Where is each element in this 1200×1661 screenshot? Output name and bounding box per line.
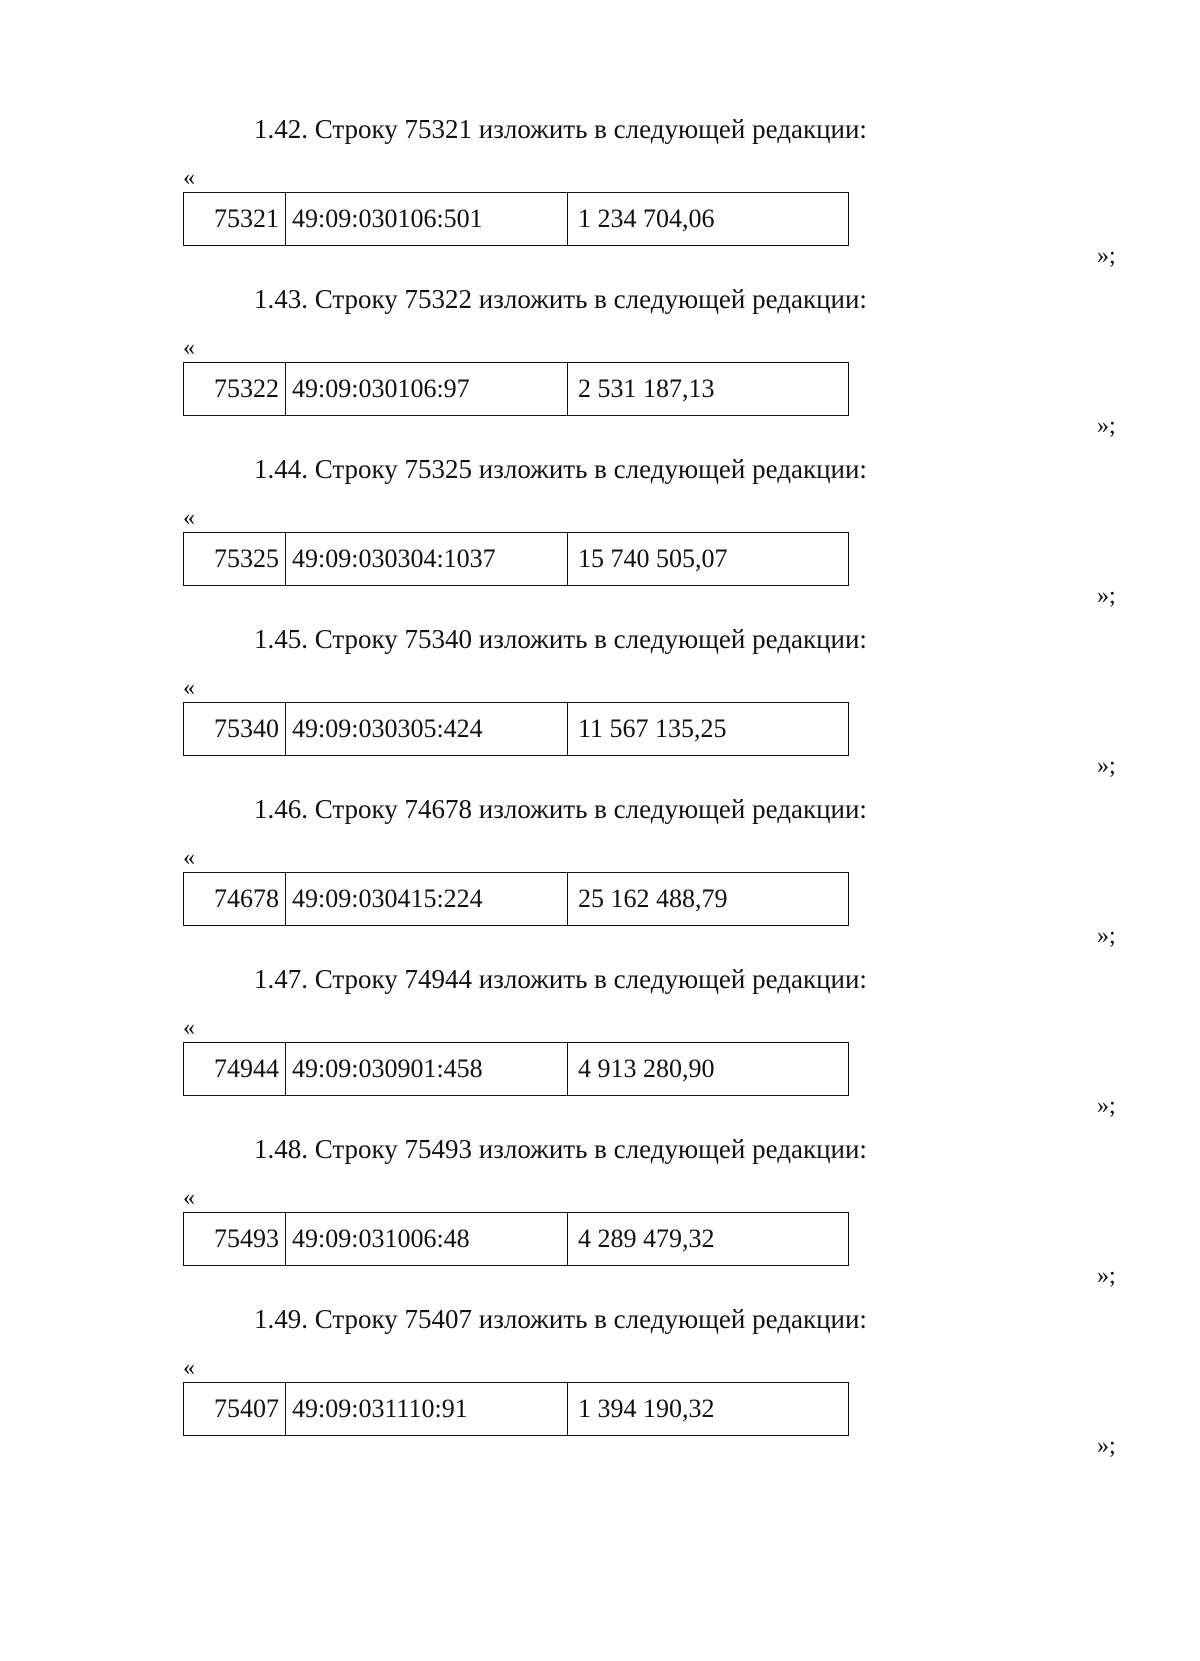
cadastral-value-cell: 15 740 505,07 [578,544,728,573]
row-number-cell: 75321 [184,193,286,245]
cadastral-number-cell: 49:09:030901:458 [286,1043,568,1095]
cadastral-number-cell: 49:09:030106:97 [286,363,568,415]
cadastral-number-cell: 49:09:030305:424 [286,703,568,755]
amendment-row-table [183,1382,849,1436]
closing-quote: »; [1097,413,1116,439]
amendment-row-table [183,1042,849,1096]
amendment-section [0,452,1200,622]
amendment-section [0,112,1200,282]
amendment-section [0,962,1200,1132]
amendment-heading: 1.46. Строку 74678 изложить в следующей редакции: [254,794,867,824]
closing-quote: »; [1097,1263,1116,1289]
cadastral-value-cell: 11 567 135,25 [578,714,727,743]
row-number-cell: 74678 [184,873,286,925]
cadastral-value-cell: 1 234 704,06 [578,204,715,233]
cadastral-number-cell: 49:09:031110:91 [286,1383,568,1435]
row-number-cell: 74944 [184,1043,286,1095]
amendment-section [0,1302,1200,1472]
cadastral-number-cell: 49:09:030304:1037 [286,533,568,585]
cadastral-value-cell: 1 394 190,32 [578,1394,715,1423]
amendment-heading: 1.42. Строку 75321 изложить в следующей редакции: [254,114,867,144]
opening-quote: « [183,1015,195,1041]
opening-quote: « [183,1185,195,1211]
amendment-section [0,1132,1200,1302]
cadastral-number-cell: 49:09:031006:48 [286,1213,568,1265]
opening-quote: « [183,1355,195,1381]
amendment-row-table [183,532,849,586]
closing-quote: »; [1097,1433,1116,1459]
amendment-section [0,792,1200,962]
amendment-heading: 1.49. Строку 75407 изложить в следующей редакции: [254,1304,867,1334]
opening-quote: « [183,845,195,871]
amendment-section [0,282,1200,452]
opening-quote: « [183,675,195,701]
amendment-row-table [183,702,849,756]
row-number-cell: 75493 [184,1213,286,1265]
amendment-heading: 1.47. Строку 74944 изложить в следующей редакции: [254,964,867,994]
amendment-row-table [183,192,849,246]
row-number-cell: 75340 [184,703,286,755]
opening-quote: « [183,165,195,191]
closing-quote: »; [1097,583,1116,609]
row-number-cell: 75325 [184,533,286,585]
cadastral-value-cell: 25 162 488,79 [578,884,728,913]
cadastral-number-cell: 49:09:030415:224 [286,873,568,925]
opening-quote: « [183,335,195,361]
amendment-section [0,622,1200,792]
amendment-heading: 1.44. Строку 75325 изложить в следующей редакции: [254,454,867,484]
closing-quote: »; [1097,753,1116,779]
cadastral-value-cell: 2 531 187,13 [578,374,715,403]
closing-quote: »; [1097,1093,1116,1119]
closing-quote: »; [1097,243,1116,269]
amendment-row-table [183,872,849,926]
closing-quote: »; [1097,923,1116,949]
cadastral-number-cell: 49:09:030106:501 [286,193,568,245]
amendment-heading: 1.43. Строку 75322 изложить в следующей редакции: [254,284,867,314]
row-number-cell: 75407 [184,1383,286,1435]
cadastral-value-cell: 4 289 479,32 [578,1224,715,1253]
amendment-heading: 1.48. Строку 75493 изложить в следующей редакции: [254,1134,867,1164]
cadastral-value-cell: 4 913 280,90 [578,1054,715,1083]
amendment-row-table [183,1212,849,1266]
opening-quote: « [183,505,195,531]
amendment-row-table [183,362,849,416]
row-number-cell: 75322 [184,363,286,415]
amendment-heading: 1.45. Строку 75340 изложить в следующей редакции: [254,624,867,654]
